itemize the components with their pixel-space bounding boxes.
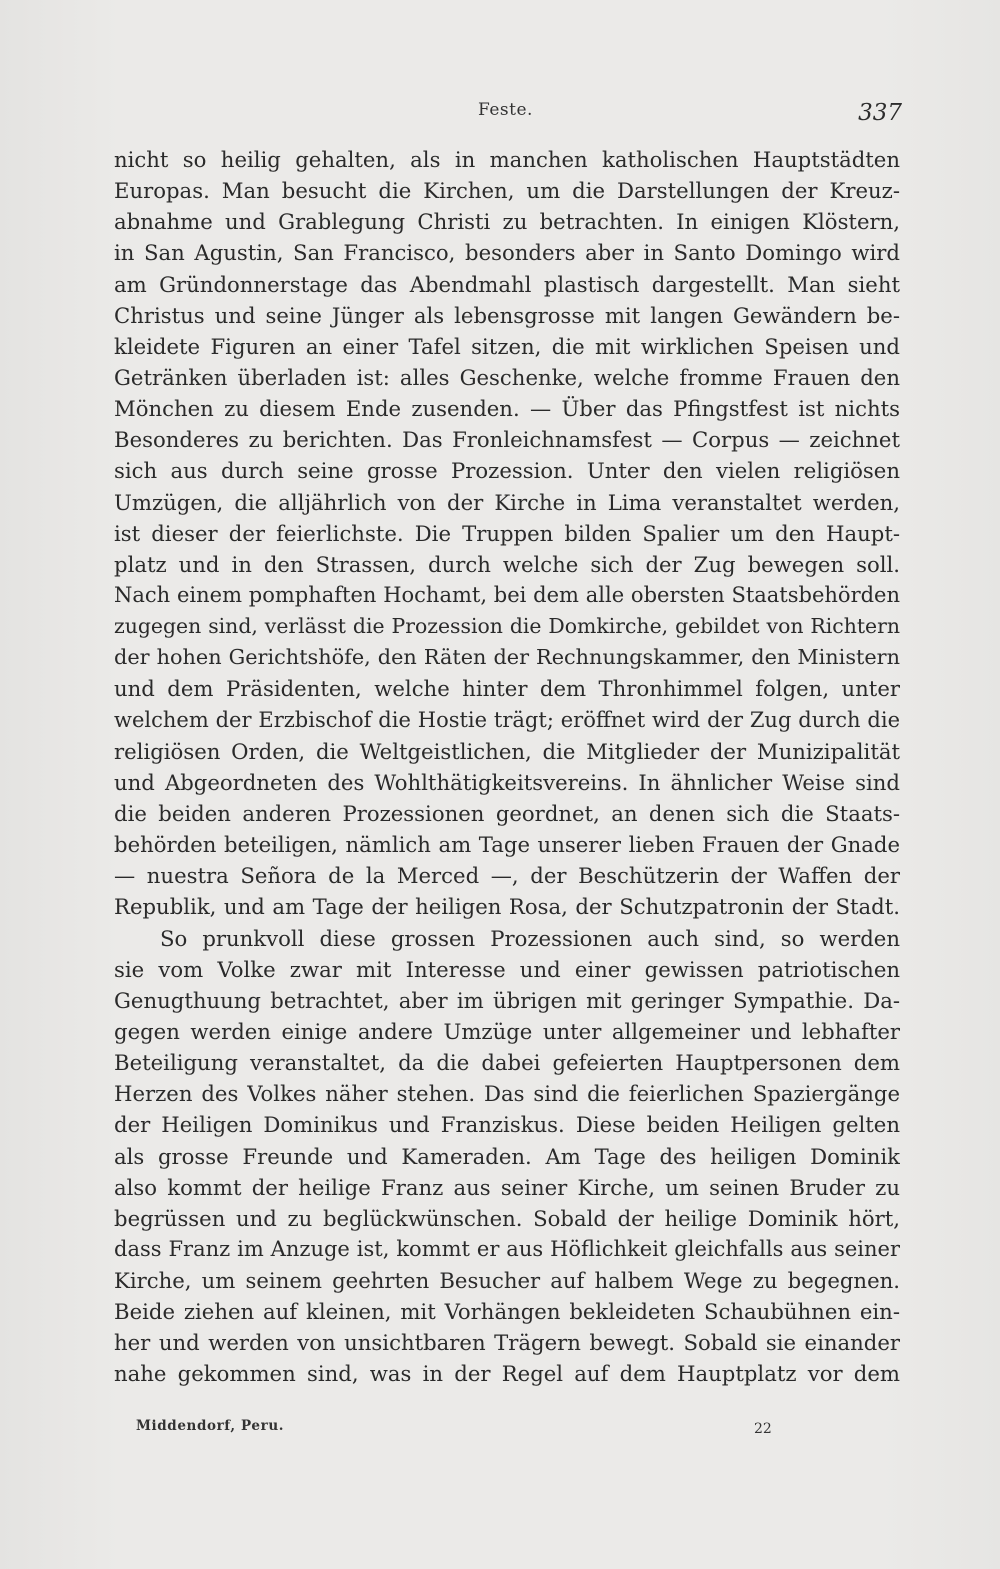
text-line: Mönchen zu diesem Ende zusenden. — Über das Pfingstfest ist nichts xyxy=(114,396,900,422)
text-line: die beiden anderen Prozessionen geordnet, an denen sich die Staats- xyxy=(114,800,900,826)
text-line: also kommt der heilige Franz aus seiner Kirche, um seinen Bruder zu xyxy=(114,1174,900,1200)
text-line: Beide ziehen auf kleinen, mit Vorhängen bekleideten Schaubühnen ein- xyxy=(114,1299,900,1325)
text-line: — nuestra Señora de la Merced —, der Beschützerin der Waffen der xyxy=(114,863,900,889)
text-line: Kirche, um seinem geehrten Besucher auf halbem Wege zu begegnen. xyxy=(114,1268,900,1294)
text-line: her und werden von unsichtbaren Trägern bewegt. Sobald sie einander xyxy=(114,1330,900,1356)
text-line: gegen werden einige andere Umzüge unter allgemeiner und lebhafter xyxy=(114,1018,900,1044)
text-line: kleidete Figuren an einer Tafel sitzen, die mit wirklichen Speisen und xyxy=(114,333,900,359)
text-line: der hohen Gerichtshöfe, den Räten der Rechnungskammer, den Ministern xyxy=(114,645,900,670)
text-line: Besonderes zu berichten. Das Fronleichnamsfest — Corpus — zeichnet xyxy=(114,427,900,453)
footer-sheet-number: 22 xyxy=(754,1421,772,1437)
running-head: Feste. xyxy=(478,100,533,120)
text-line: begrüssen und zu beglückwünschen. Sobald der heilige Dominik hört, xyxy=(114,1205,900,1231)
text-line: zugegen sind, verlässt die Prozession die Domkirche, gebildet von Richtern xyxy=(114,614,900,639)
text-line: Europas. Man besucht die Kirchen, um die Darstellungen der Kreuz- xyxy=(114,178,900,204)
footer-signature: Middendorf, Peru. xyxy=(136,1418,285,1434)
text-line: und Abgeordneten des Wohlthätigkeitsvereins. In ähnlicher Weise sind xyxy=(114,769,900,795)
text-line: nahe gekommen sind, was in der Regel auf dem Hauptplatz vor dem xyxy=(114,1361,900,1387)
text-line: am Gründonnerstage das Abendmahl plastisch dargestellt. Man sieht xyxy=(114,271,900,297)
text-line: religiösen Orden, die Weltgeistlichen, die Mitglieder der Munizipalität xyxy=(114,738,900,764)
text-line: der Heiligen Dominikus und Franziskus. Diese beiden Heiligen gelten xyxy=(114,1112,900,1138)
text-line: Genugthuung betrachtet, aber im übrigen mit geringer Sympathie. Da- xyxy=(114,987,900,1013)
text-line: und dem Präsidenten, welche hinter dem Thronhimmel folgen, unter xyxy=(114,676,900,702)
text-line: als grosse Freunde und Kameraden. Am Tage des heiligen Dominik xyxy=(114,1143,900,1169)
text-line: abnahme und Grablegung Christi zu betrachten. In einigen Klöstern, xyxy=(114,209,900,235)
text-line: Beteiligung veranstaltet, da die dabei gefeierten Hauptpersonen dem xyxy=(114,1050,900,1076)
text-line: platz und in den Strassen, durch welche sich der Zug bewegen soll. xyxy=(114,551,900,577)
text-line: in San Agustin, San Francisco, besonders aber in Santo Domingo wird xyxy=(114,240,900,266)
text-line: Christus und seine Jünger als lebensgrosse mit langen Gewändern be- xyxy=(114,302,900,328)
text-line: Getränken überladen ist: alles Geschenke, welche fromme Frauen den xyxy=(114,364,900,390)
text-line: behörden beteiligen, nämlich am Tage unserer lieben Frauen der Gnade xyxy=(114,832,900,858)
text-line: nicht so heilig gehalten, als in manchen katholischen Hauptstädten xyxy=(114,147,900,172)
body-text xyxy=(114,144,900,1390)
text-line: dass Franz im Anzuge ist, kommt er aus Höflichkeit gleichfalls aus seiner xyxy=(114,1236,900,1261)
text-line: welchem der Erzbischof die Hostie trägt; eröffnet wird der Zug durch die xyxy=(114,707,900,732)
text-line: So prunkvoll diese grossen Prozessionen auch sind, so werden xyxy=(160,925,900,951)
page-number: 337 xyxy=(858,100,902,126)
text-line: ist dieser der feierlichste. Die Truppen bilden Spalier um den Haupt- xyxy=(114,520,900,546)
text-line: Republik, und am Tage der heiligen Rosa, der Schutzpatronin der Stadt. xyxy=(114,894,900,920)
text-line: Umzügen, die alljährlich von der Kirche in Lima veranstaltet werden, xyxy=(114,489,900,515)
text-line: sich aus durch seine grosse Prozession. Unter den vielen religiösen xyxy=(114,458,900,484)
text-line: Nach einem pomphaften Hochamt, bei dem alle obersten Staatsbehörden xyxy=(114,582,900,607)
text-line: sie vom Volke zwar mit Interesse und einer gewissen patriotischen xyxy=(114,956,900,982)
text-line: Herzen des Volkes näher stehen. Das sind die feierlichen Spaziergänge xyxy=(114,1081,900,1107)
